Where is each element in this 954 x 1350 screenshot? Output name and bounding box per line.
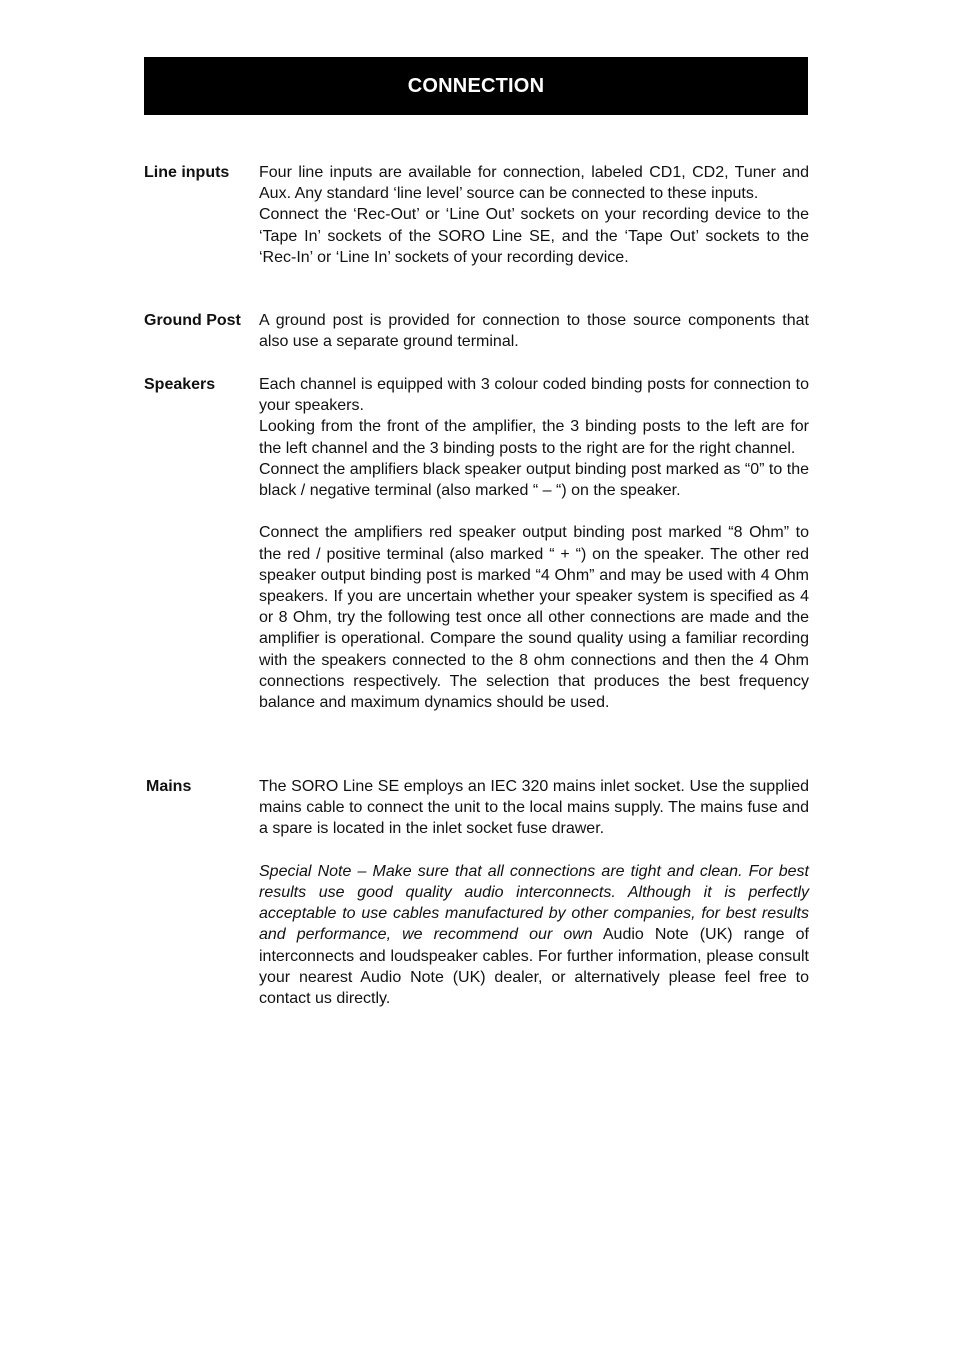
- special-note: [259, 861, 809, 1009]
- special-note-italic: Special Note – Make sure that all connections are tight and clean. For best results use good quality audio interconnects. Although it is perfectly acceptable to use cables manufactured by other companies, for best results and performance, we recommend our own: [259, 862, 809, 944]
- section-label: Ground Post: [144, 312, 241, 329]
- paragraph: The SORO Line SE employs an IEC 320 mains inlet socket. Use the supplied mains cable to connect the unit to the local mains supply. The mains fuse and a spare is located in the inlet socket fuse drawer.: [259, 778, 809, 838]
- paragraph: Four line inputs are available for connection, labeled CD1, CD2, Tuner and Aux. Any standard ‘line level’ source can be connected to these inputs.: [259, 164, 809, 203]
- paragraph: Connect the amplifiers black speaker output binding post marked as “0” to the black / negative terminal (also marked “ – “) on the speaker.: [259, 460, 809, 500]
- section-label: Speakers: [144, 376, 216, 393]
- paragraph: Looking from the front of the amplifier, the 3 binding posts to the left are for the left channel and the 3 binding posts to the right are for the right channel.: [259, 418, 809, 457]
- section-label: Line inputs: [144, 164, 230, 181]
- special-note-regular: Audio Note (UK) range of interconnects and loudspeaker cables. For further information, please consult your nearest Audio Note (UK) dealer, or alternatively please feel free to contact us directly.: [259, 926, 809, 1008]
- section-label: Mains: [146, 778, 192, 795]
- section-body: [259, 162, 809, 268]
- paragraph: A ground post is provided for connection to those source components that also use a separate ground terminal.: [259, 312, 809, 351]
- paragraph: Connect the amplifiers red speaker output binding post marked “8 Ohm” to the red / positive terminal (also marked “ + “) on the speaker. The other red speaker output binding post is marked “4 Ohm” and may be used with 4 Ohm speakers. If you are uncertain whether your speaker system is specified as 4 or 8 Ohm, try the following test once all other connections are made and the amplifier is operational. Compare the sound quality using a familiar recording with the speakers connected to the 8 ohm connections and then the 4 Ohm connections respectively. The selection that produces the best frequency balance and maximum dynamics should be used.: [259, 524, 809, 712]
- section-body: [259, 310, 809, 352]
- section-body: [259, 776, 809, 1009]
- paragraph: Connect the ‘Rec-Out’ or ‘Line Out’ sockets on your recording device to the ‘Tape In’ sockets of the SORO Line SE, and the ‘Tape Out’ sockets to the ‘Rec-In’ or ‘Line In’ sockets of your recording device.: [259, 206, 809, 266]
- section-title-bar: [144, 57, 808, 115]
- section-body: [259, 374, 809, 713]
- paragraph: Each channel is equipped with 3 colour coded binding posts for connection to your speakers.: [259, 376, 809, 415]
- page-title: CONNECTION: [407, 74, 545, 97]
